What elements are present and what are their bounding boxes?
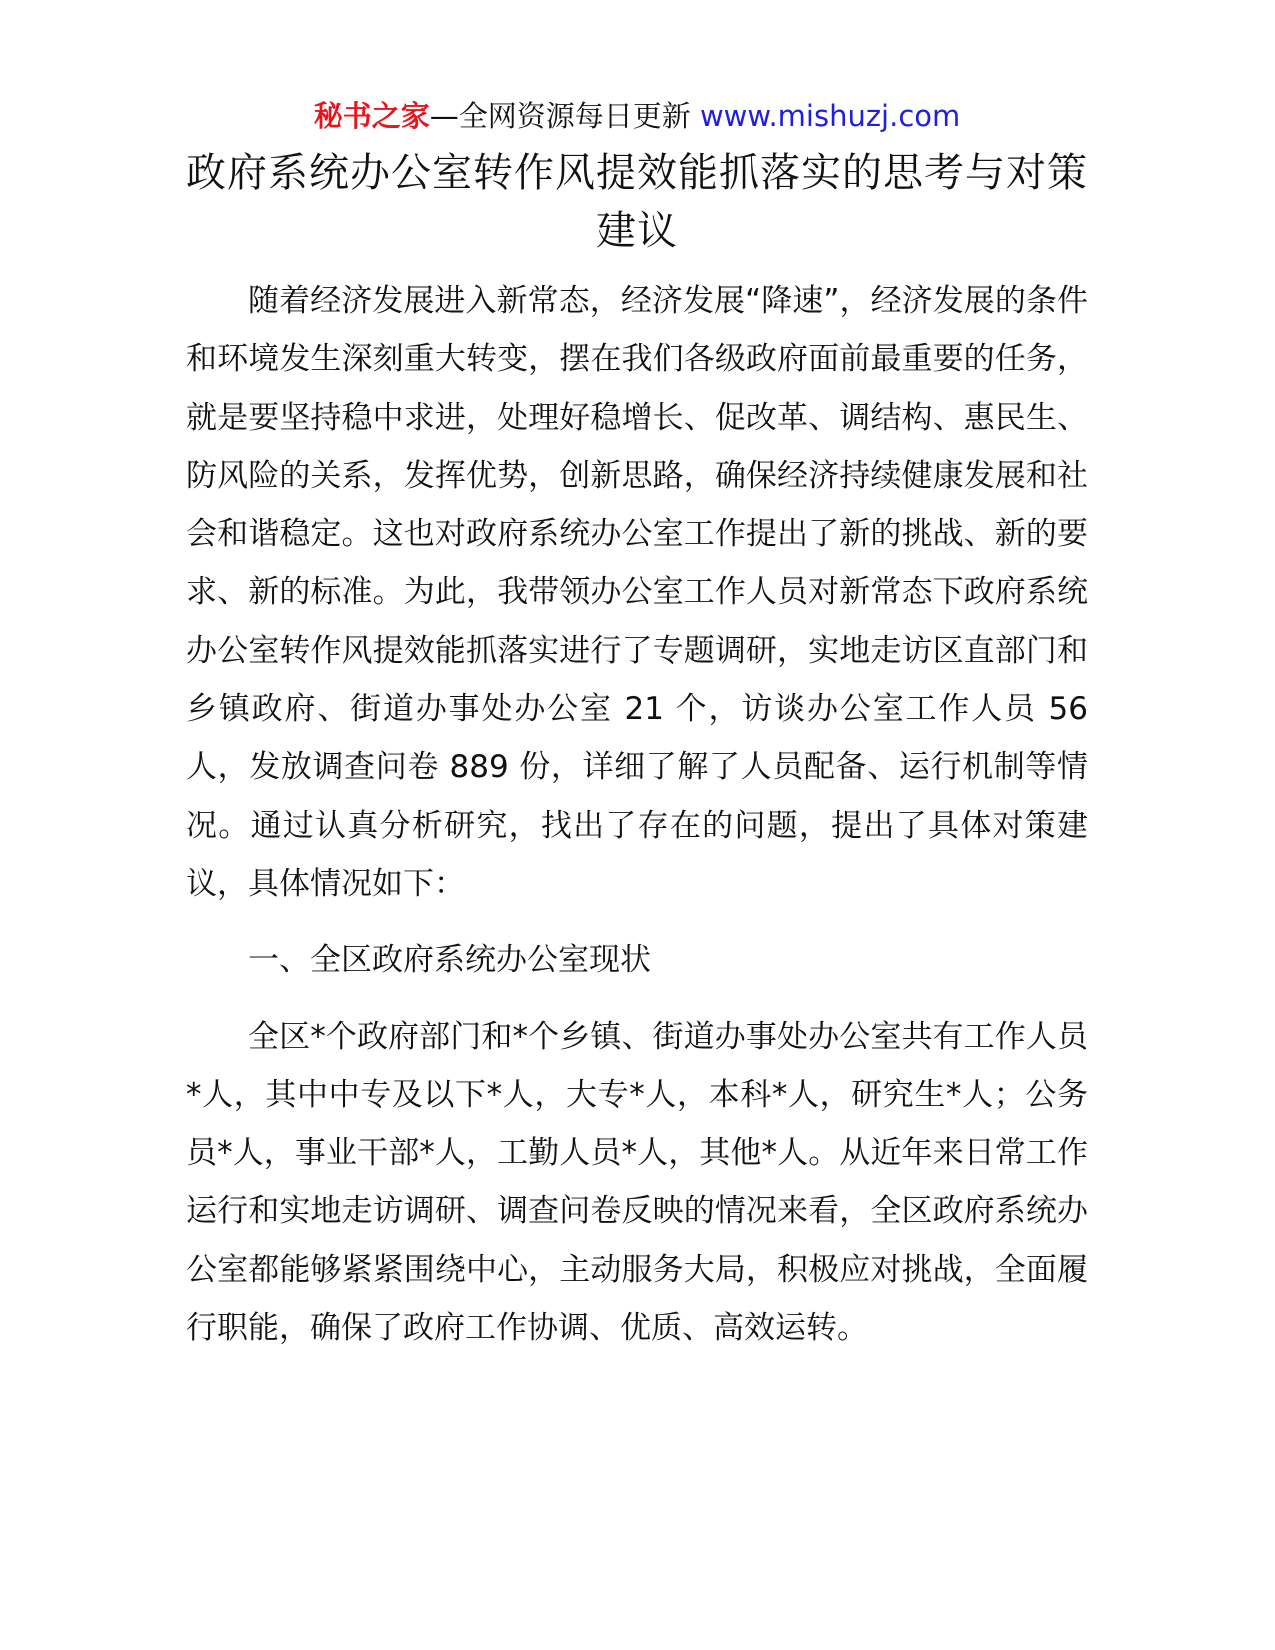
site-brand: 秘书之家 bbox=[313, 99, 430, 133]
intro-paragraph: 随着经济发展进入新常态，经济发展“降速”，经济发展的条件和环境发生深刻重大转变，摆在我们各级政府面前最重要的任务，就是要坚持稳中求进，处理好稳增长、促改革、调结构、惠民生、防风险的关系，发挥优势，创新思路，确保经济持续健康发展和社会和谐稳定。这也对政府系统办公室工作提出了新的挑战、新的要求、新的标准。为此，我带领办公室工作人员对新常态下政府系统办公室转作风提效能抓落实进行了专题调研，实地走访区直部门和乡镇政府、街道办事处办公室 21 个，访谈办公室工作人员 56 人，发放调查问卷 889 份，详细了解了人员配备、运行机制等情况。通过认真分析研究，找出了存在的问题，提出了具体对策建议，具体情况如下： bbox=[186, 283, 1088, 902]
document-title: 政府系统办公室转作风提效能抓落实的思考与对策建议 bbox=[186, 150, 1088, 254]
site-header bbox=[186, 96, 1088, 136]
document-page bbox=[186, 96, 1088, 1357]
site-url-link[interactable]: www.mishuzj.com bbox=[699, 99, 961, 133]
section-heading: 一、全区政府系统办公室现状 bbox=[248, 942, 651, 979]
status-paragraph: 全区*个政府部门和*个乡镇、街道办事处办公室共有工作人员*人，其中中专及以下*人，大专*人，本科*人，研究生*人；公务员*人，事业干部*人，工勤人员*人，其他*人。从近年来日常工作运行和实地走访调研、调查问卷反映的情况来看，全区政府系统办公室都能够紧紧围绕中心，主动服务大局，积极应对挑战，全面履行职能，确保了政府工作协调、优质、高效运转。 bbox=[186, 1018, 1088, 1347]
site-tagline: —全网资源每日更新 bbox=[429, 99, 691, 133]
